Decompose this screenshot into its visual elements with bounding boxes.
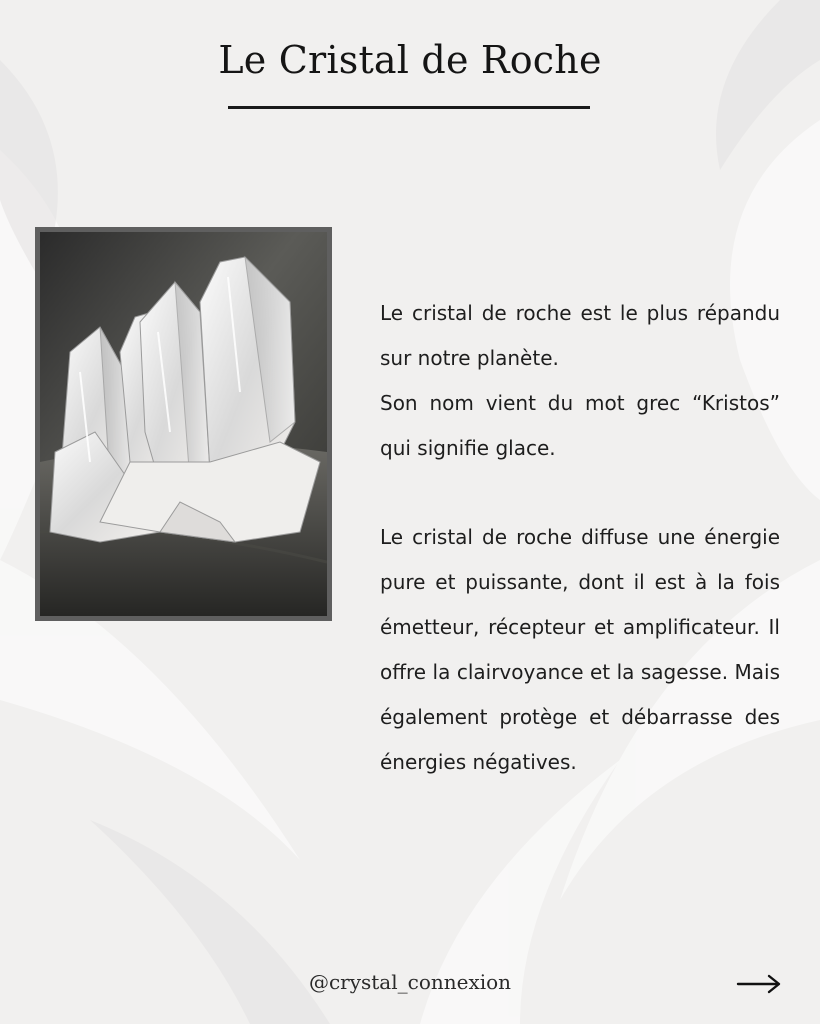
etymology-paragraph: Son nom vient du mot grec “Kristos” qui signifie glace. (380, 391, 780, 460)
title-underline (228, 106, 590, 109)
crystal-photo (35, 227, 332, 621)
description-text (380, 291, 780, 785)
page-title: Le Cristal de Roche (218, 38, 602, 82)
arrow-right-icon[interactable] (736, 970, 782, 998)
paragraph-spacer (380, 471, 780, 515)
instagram-handle: @crystal_connexion (308, 970, 512, 994)
properties-paragraph: Le cristal de roche diffuse une énergie pure et puissante, dont il est à la fois émetteur, récepteur et amplificateur. Il offre la clairvoyance et la sagesse. Mais également protège et débarrasse des énergies négatives. (380, 525, 780, 774)
intro-paragraph: Le cristal de roche est le plus répandu sur notre planète. (380, 301, 780, 370)
